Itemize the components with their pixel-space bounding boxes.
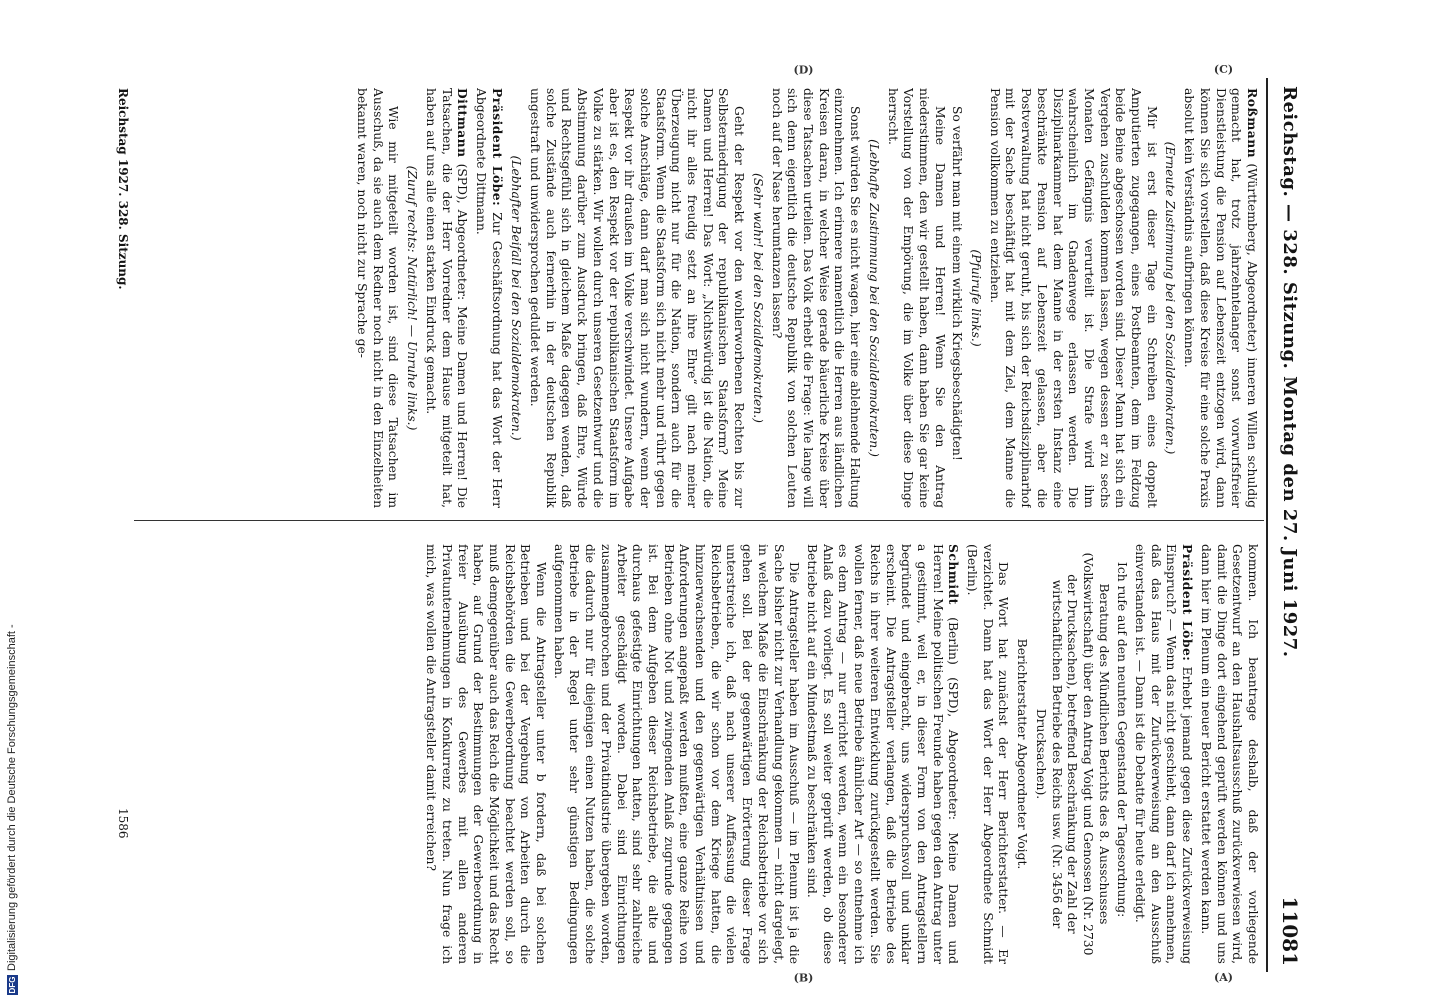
- paragraph-text: Berichterstatter Abgeordneter Voigt.: [1015, 638, 1030, 870]
- paragraph: [550, 544, 801, 964]
- header-page-number: 11081: [1278, 896, 1302, 966]
- paragraph-text: (Sehr wahr! bei den Sozialdemokraten.): [750, 173, 765, 423]
- paragraph-text: (Zuruf rechts: Natürlich! — Unruhe links.): [405, 165, 420, 431]
- paragraph: [963, 544, 1010, 964]
- paragraph: [768, 88, 862, 508]
- paragraph-text: (Lebhafter Beifall bei den Sozialdemokraten.): [509, 155, 524, 441]
- left-column: [130, 88, 1260, 508]
- paragraph-text: (Erneute Zustimmung bei den Sozialdemokraten.): [1163, 141, 1178, 455]
- margin-marker-d: (D): [793, 63, 814, 77]
- rotated-page: [110, 63, 1310, 985]
- paragraph-text: Mir ist erst dieser Tage ein Schreiben eines doppelt Amputierten zugegangen, eines Postbeamten, dem im Feldzug beide Beine abgeschossen worden sind. Dieser Mann hat sich ein Vergehen zuschulden kommen lassen, wegen dessen er zu sechs Monaten Gefängnis verurteilt ist. Die Strafe wird ihm wahrscheinlich im Gnadenwege erlassen werden. Die Disziplinarkammer hat dem Manne in der ersten Instanz eine beschränkte Pension auf Lebenszeit gelassen, aber die Postverwaltung hat nicht geruht, bis sich der Reichsdisziplinarhof mit der Sache beschäftigt hat mit dem Ziel, dem Manne die Pension vollkommen zu entziehen.: [987, 88, 1159, 508]
- paragraph: [949, 88, 965, 508]
- footer-page-number: 1586: [116, 808, 130, 839]
- paragraph-text: Die Antragsteller haben im Ausschuß — im Plenum ist ja die Sache bisher nicht zur Verhandlung gekommen — nicht dargelegt, in welchem Maße die Einschränkung der Reichsbetriebe vor sich gehen soll. Bei der gegenwärtigen Erörterung dieser Frage unterstreiche ich, daß nach unserer Auffassung die vielen Reichsbetrieben, die wir schon vor dem Kriege hatten, die hinzuerwachsenden und den gegenwärtigen Verhältnissen und Anforderungen angepaßt werden mußten, eine ganze Reihe von Betrieben ohne Not und zwingenden Anlaß zugrunde gegangen ist. Bei dem Aufgeben dieser Reichsbetriebe, die alte und durchaus gefestigte Einrichtungen hatten, sind sehr zahlreiche Arbeiter geschädigt worden. Dabei sind Einrichtungen zusammengebrochen und der Privatindustrie übergeben worden, die dadurch nur für diejenigen einen Nutzen haben, die solche Betriebe in der Regel unter sehr günstigen Bedingungen aufgenommen haben.: [551, 544, 802, 964]
- right-column: [130, 544, 1260, 964]
- paragraph: [803, 544, 961, 964]
- paragraph-text: (Berlin) (SPD), Abgeordneter: Meine Damen und Herren! Meine politischen Freunde haben gegen den Antrag unter a gestimmt, weil er, in dieser Form von den Antragstellern begründet und eingebracht, uns widerspruchsvoll und unklar erscheint. Die Antragsteller verlangen, daß die Betriebe des Reichs in ihrer weiteren Entwicklung zurückgestellt werden. Sie wollen ferner, daß neue Betriebe ähnlicher Art — so entnehme ich es dem Antrag — nur errichtet werden, wenn ein besonderer Anlaß dazu vorliegt. Es soll weiter geprüft werden, ob diese Betriebe nicht auf ein Mindestmaß zu beschränken sind.: [805, 544, 961, 964]
- paragraph: [422, 88, 470, 508]
- speaker-name: Präsident Löbe:: [1180, 544, 1196, 662]
- margin-marker-b: (B): [793, 971, 814, 985]
- paragraph: [526, 88, 746, 508]
- interjection: [865, 88, 881, 508]
- paragraph: [1114, 544, 1130, 964]
- page-header: [1270, 68, 1310, 980]
- margin-marker-c: (C): [1213, 63, 1234, 77]
- paragraph: [472, 88, 504, 508]
- header-title: Reichstag. — 328. Sitzung. Montag den 27. Juni 1927.: [1279, 86, 1300, 658]
- column-divider: [134, 520, 1264, 521]
- paragraph-text: Erhebt jemand gegen diese Zurückverweisung Einspruch? — Wenn das nicht geschieht, dann darf ich annehmen, daß das Haus mit der Zurückverweisung an den Ausschuß einverstanden ist. — Dann ist die Debatte für heute erledigt.: [1133, 544, 1195, 964]
- paragraph-text: Beratung des Mündlichen Berichts des 8. Ausschusses (Volkswirtschaft) über den Antrag Voigt und Genossen (Nr. 2730 der Drucksachen), betreffend Beschränkung der Zahl der wirtschaftlichen Betriebe des Reichs usw. (Nr. 3456 der Drucksachen).: [1033, 552, 1111, 956]
- paragraph-text: Wie mir mitgeteilt worden ist, sind diese Tatsachen im Ausschuß, da sie auch dem Redner noch nicht in den Einzelheiten bekannt waren, noch nicht zur Sprache ge-: [355, 88, 401, 508]
- dfg-sidebar: [6, 624, 18, 995]
- paragraph-text: kommen. Ich beantrage deshalb, daß der vorliegende Gesetzentwurf an den Haushaltsausschuß zurückverwiesen wird, damit die Dinge dort eingehend geprüft werden können und uns dann hier im Plenum ein neuer Bericht erstattet werden kann.: [1198, 544, 1260, 964]
- interjection: [1162, 88, 1178, 508]
- paragraph: [422, 544, 548, 964]
- footer-left: Reichstag 1927. 328. Sitzung.: [116, 88, 130, 290]
- paragraph-text: (Pfuirufe links.): [969, 249, 984, 347]
- interjection: [403, 88, 419, 508]
- speaker-name: Roßmann: [1245, 88, 1260, 159]
- paragraph-text: So verfährt man mit einem wirklich Kriegsbeschädigten!: [950, 106, 965, 461]
- interjection: [508, 88, 524, 508]
- paragraph-text: Wenn die Antragsteller unter b fordern, daß bei solchen Betrieben und bei der Vergebung von Arbeiten durch die Reichsbehörden die Gewerbeordnung beachtet werden soll, so muß demgegenüber auch das Reich die Möglichkeit und das Recht haben, auf Grund der Bestimmungen der Gewerbeordnung in freier Ausübung des Gewerbes mit allen anderen Privatunternehmungen in Konkurrenz zu treten. Nun frage ich mich, was wollen die Antragsteller damit erreichen?: [424, 544, 549, 964]
- paragraph-text: Geht der Respekt vor den wohlerworbenen Rechten bis zur Selbsterniedrigung der republikanischen Staatsform? Meine Damen und Herren! Das Wort: „Nichtswürdig ist die Nation, die nicht ihr alles freudig setzt an ihre Ehre“ gilt nach meiner Überzeugung nicht nur für die Nation, sondern auch für die Staatsform. Wenn die Staatsform sich nicht mehr und rührt gegen solche Anschläge, dann darf man sich nicht wundern, wenn der Respekt vor ihr draußen im Volke verschwindet. Unsere Aufgabe aber ist es, den Respekt vor der republikanischen Staatsform im Volke zu stärken. Wir wollen durch unseren Gesetzentwurf und die Abstimmung darüber zum Ausdruck bringen, daß Ehre, Würde und Rechtsgefühl sich in gleichem Maße dagegen wenden, daß solche Zustände auch fernerhin in der deutschen Republik ungestraft und unwidersprochen geduldet werden.: [528, 88, 747, 508]
- dfg-funding-note: Digitalisierung gefördert durch die Deutsche Forschungsgemeinschaft -: [6, 624, 18, 971]
- paragraph-text: Ich rufe auf den neunten Gegenstand der Tagesordnung:: [1115, 562, 1130, 918]
- paragraph: [1197, 544, 1260, 964]
- paragraph: [1131, 544, 1195, 964]
- speaker-name: Dittmann: [455, 88, 471, 158]
- paragraph-text: Das Wort hat zunächst der Herr Berichterstatter. — Er verzichtet. Dann hat das Wort der Herr Abgeordnete Schmidt (Berlin).: [965, 544, 1011, 964]
- agenda-item: [1032, 544, 1111, 964]
- paragraph: [1180, 88, 1260, 508]
- dfg-logo-icon: DFG: [7, 976, 17, 994]
- paragraph: [884, 88, 947, 508]
- agenda-item: [1013, 544, 1029, 964]
- paragraph-text: (Lebhafte Zustimmung bei den Sozialdemokraten.): [866, 139, 881, 457]
- interjection: [967, 88, 983, 508]
- paragraph-text: Sonst würden Sie es nicht wagen, hier eine ablehnende Haltung einzunehmen. Ich erinnere namentlich die Herren aus ländlichen Kreisen daran, in welcher Weise gerade bäuerliche Kreise über diese Tatsachen urteilen. Das Volk erhebt die Frage: Wie lange will sich denn eigentlich die deutsche Republik von solchen Leuten noch auf der Nase herumtanzen lassen?: [769, 88, 863, 508]
- header-rule: [1266, 78, 1268, 972]
- interjection: [749, 88, 765, 508]
- margin-marker-a: (A): [1214, 970, 1233, 984]
- paragraph-text: Zur Geschäftsordnung hat das Wort der Herr Abgeordnete Dittmann.: [473, 88, 504, 508]
- paragraph-text: (Württemberg, Abgeordneter) inneren Willen schuldig gemacht hat, trotz jahrzehntelanger sonst vorwurfsfreier Dienstleistung die Pension auf Lebenszeit entzogen wird, dann können Sie sich vorstellen, daß diese Kreise für eine solche Praxis absolut kein Verständnis aufbringen können.: [1182, 88, 1259, 508]
- paragraph: [986, 88, 1159, 508]
- paragraph: [353, 88, 400, 508]
- speaker-name: Schmidt: [946, 544, 962, 605]
- paragraph-text: (SPD), Abgeordneter: Meine Damen und Herren! Die Tatsachen, die der Herr Vorredner dem Hause mitgeteilt hat, haben auf uns alle einen starken Eindruck gemacht.: [423, 88, 470, 508]
- speaker-name: Präsident Löbe:: [489, 88, 505, 207]
- paragraph-text: Meine Damen und Herren! Wenn Sie den Antrag niederstimmen, den wir gestellt haben, dann haben Sie gar keine Vorstellung von der Empörung, die im Volke über diese Dinge herrscht.: [885, 88, 947, 508]
